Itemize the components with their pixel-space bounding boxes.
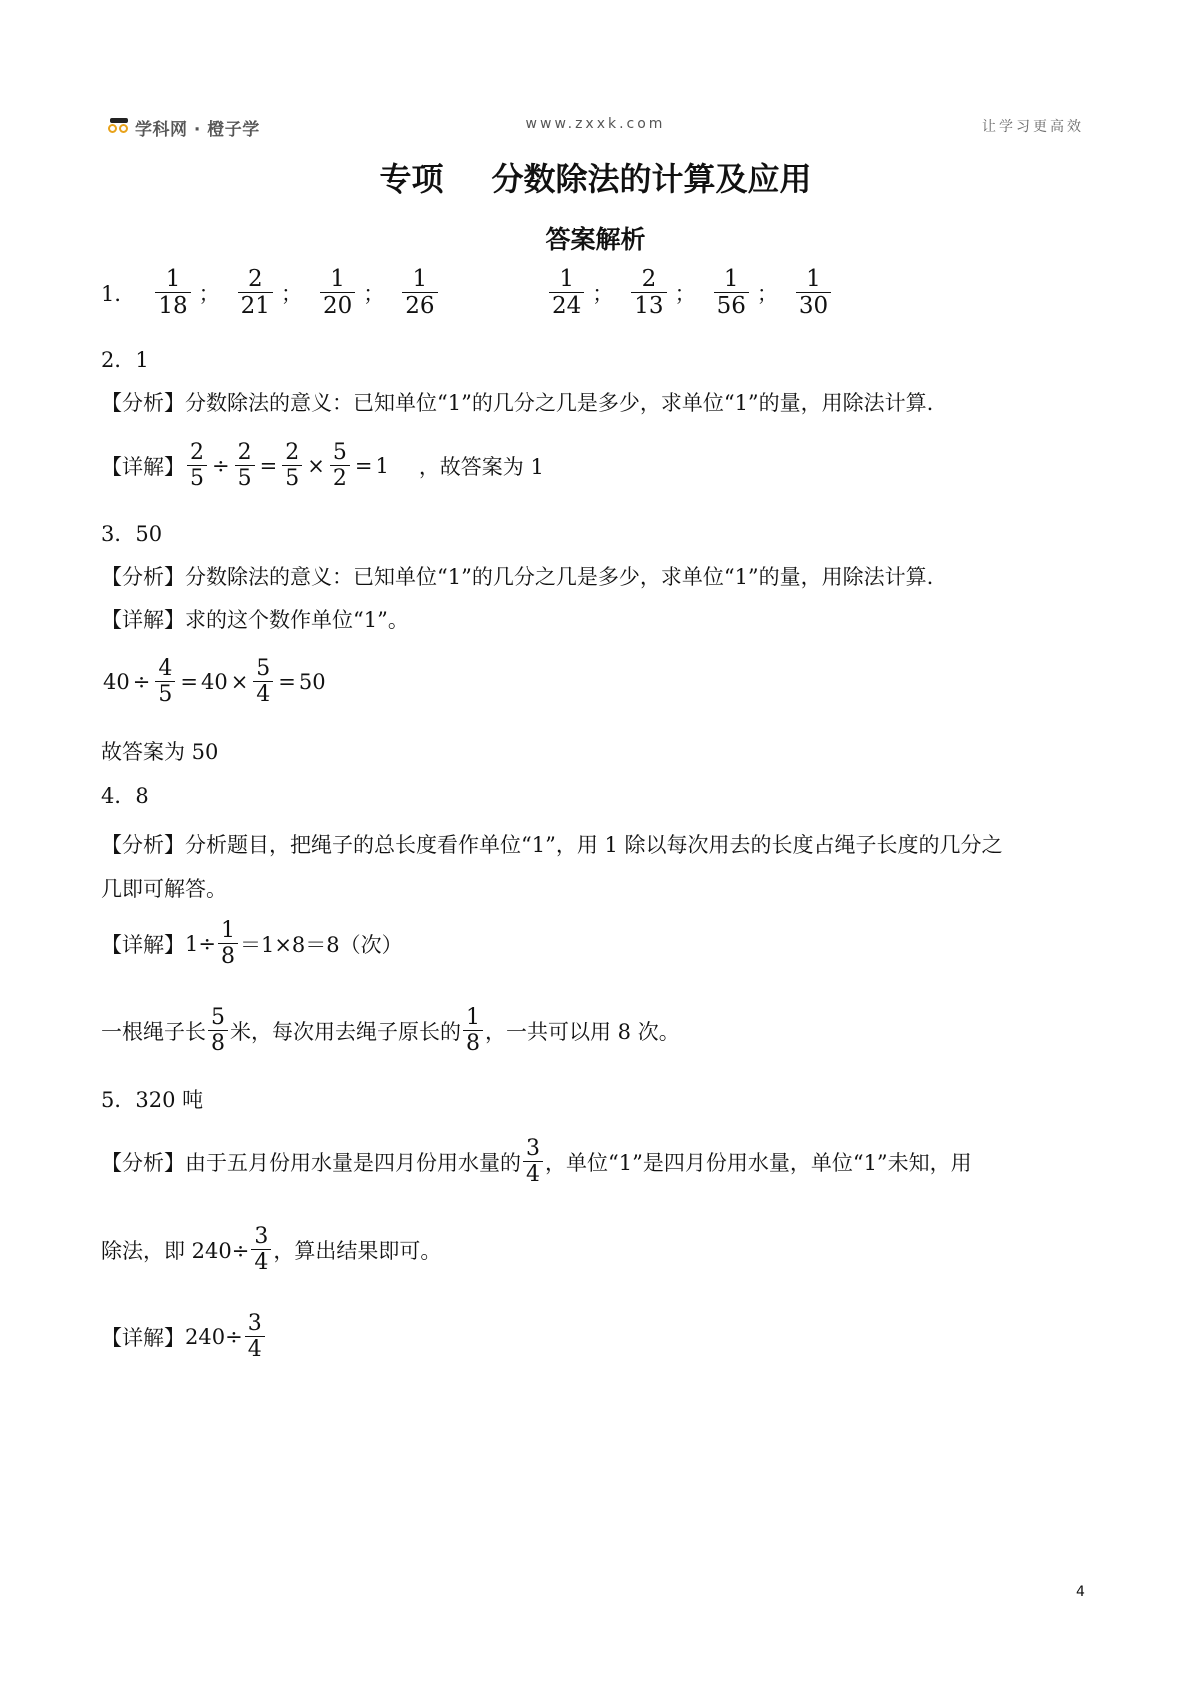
analysis-text: 分析题目，把绳子的总长度看作单位“1”，用 1 除以每次用去的长度占绳子长度的几分之几即可解答。 xyxy=(101,833,1003,901)
text: 一根绳子长 xyxy=(101,1019,206,1044)
q4-analysis xyxy=(101,823,1011,911)
fraction: $\frac{2}{5}$ xyxy=(187,440,207,492)
text: ，一共可以用 8 次。 xyxy=(485,1019,680,1044)
text: 除法，即 240÷ xyxy=(101,1238,250,1263)
multiply-sign: × xyxy=(307,453,325,478)
detail-tag: 【详解】 xyxy=(101,1325,185,1350)
expression: 240÷ xyxy=(185,1324,243,1349)
equals-sign: = xyxy=(278,669,296,694)
semicolon: ； xyxy=(674,281,696,306)
fraction: $\frac{3}{4}$ xyxy=(523,1136,543,1188)
text: 由于五月份用水量是四月份用水量的 xyxy=(185,1150,521,1175)
fraction: $\frac{1}{56}$ xyxy=(714,266,749,320)
result: 1 xyxy=(375,453,389,478)
semicolon: ； xyxy=(363,281,385,306)
q4-sentence xyxy=(101,1005,680,1057)
analysis-text: 分数除法的意义：已知单位“1”的几分之几是多少，求单位“1”的量，用除法计算. xyxy=(185,391,934,415)
analysis-tag: 【分析】 xyxy=(101,391,185,415)
divide-sign: ÷ xyxy=(212,453,230,478)
fraction: $\frac{1}{24}$ xyxy=(549,266,584,320)
q1-right-answers xyxy=(543,266,837,320)
expression: 1÷ xyxy=(185,931,216,956)
site-url: www.zxxk.com xyxy=(525,116,666,132)
fraction: $\frac{5}{8}$ xyxy=(208,1005,228,1057)
number: 40 xyxy=(103,669,130,694)
detail-tag: 【详解】 xyxy=(101,932,185,957)
title-part-1: 专项 xyxy=(379,160,444,198)
q4-answer: 4．8 xyxy=(101,784,149,808)
fraction: $\frac{4}{5}$ xyxy=(155,656,175,708)
semicolon: ； xyxy=(592,281,614,306)
text: ，单位“1”是四月份用水量，单位“1”未知，用 xyxy=(545,1150,972,1175)
q3-answer: 3．50 xyxy=(101,522,163,546)
fraction: $\frac{1}{20}$ xyxy=(320,266,355,320)
q5-analysis-line2 xyxy=(101,1224,441,1276)
detail-text: 求的这个数作单位“1”。 xyxy=(185,608,409,632)
detail-tag: 【详解】 xyxy=(101,454,185,479)
analysis-tag: 【分析】 xyxy=(101,1150,185,1175)
q5-analysis xyxy=(101,1136,972,1188)
q2-detail xyxy=(101,440,544,492)
q3-analysis xyxy=(101,562,933,592)
fraction: $\frac{2}{21}$ xyxy=(238,266,273,320)
q2-analysis xyxy=(101,388,933,418)
fraction: $\frac{5}{4}$ xyxy=(253,656,273,708)
fraction: $\frac{3}{4}$ xyxy=(245,1311,265,1363)
page-title xyxy=(0,154,1191,200)
analysis-tag: 【分析】 xyxy=(101,565,185,589)
fraction: $\frac{3}{4}$ xyxy=(251,1224,271,1276)
conclusion: ，故答案为 1 xyxy=(418,454,544,479)
q2-answer: 2．1 xyxy=(101,348,149,372)
text: ，算出结果即可。 xyxy=(273,1238,442,1263)
slogan: 让学习更高效 xyxy=(982,119,1084,135)
semicolon: ； xyxy=(198,281,220,306)
text: 米，每次用去绳子原长的 xyxy=(230,1019,461,1044)
equals-sign: = xyxy=(259,453,278,478)
analysis-text: 分数除法的意义：已知单位“1”的几分之几是多少，求单位“1”的量，用除法计算. xyxy=(185,565,934,589)
fraction: $\frac{1}{30}$ xyxy=(796,266,831,320)
fraction: $\frac{1}{26}$ xyxy=(402,266,437,320)
fraction: $\frac{2}{5}$ xyxy=(235,440,255,492)
title-part-2: 分数除法的计算及应用 xyxy=(491,160,812,198)
fraction: $\frac{2}{13}$ xyxy=(631,266,666,320)
q3-detail xyxy=(101,605,409,635)
fraction: $\frac{2}{5}$ xyxy=(282,440,302,492)
q1-left-answers xyxy=(101,266,444,320)
result: 50 xyxy=(298,669,326,694)
q3-conclusion: 故答案为 50 xyxy=(101,740,219,764)
expression: ＝1×8＝8（次） xyxy=(239,932,403,957)
number: 40 xyxy=(200,669,228,694)
fraction: $\frac{5}{2}$ xyxy=(330,440,350,492)
multiply-sign: × xyxy=(230,669,249,694)
detail-tag: 【详解】 xyxy=(101,608,185,632)
page-number: 4 xyxy=(1076,1584,1085,1600)
semicolon: ； xyxy=(280,281,302,306)
fraction: $\frac{1}{18}$ xyxy=(155,266,190,320)
q3-equation xyxy=(103,656,326,708)
equals-sign: = xyxy=(354,453,373,478)
q5-answer: 5．320 吨 xyxy=(101,1088,204,1112)
page-subtitle: 答案解析 xyxy=(545,225,646,254)
q5-detail xyxy=(101,1311,267,1363)
fraction: $\frac{1}{8}$ xyxy=(218,918,238,970)
semicolon: ； xyxy=(756,281,778,306)
q1-number: 1． xyxy=(101,281,136,306)
equals-sign: = xyxy=(180,669,198,694)
analysis-tag: 【分析】 xyxy=(101,833,185,857)
fraction: $\frac{1}{8}$ xyxy=(463,1005,483,1057)
q4-detail xyxy=(101,918,403,970)
divide-sign: ÷ xyxy=(132,669,151,694)
logo-text: 学科网 · 橙子学 xyxy=(135,119,260,140)
